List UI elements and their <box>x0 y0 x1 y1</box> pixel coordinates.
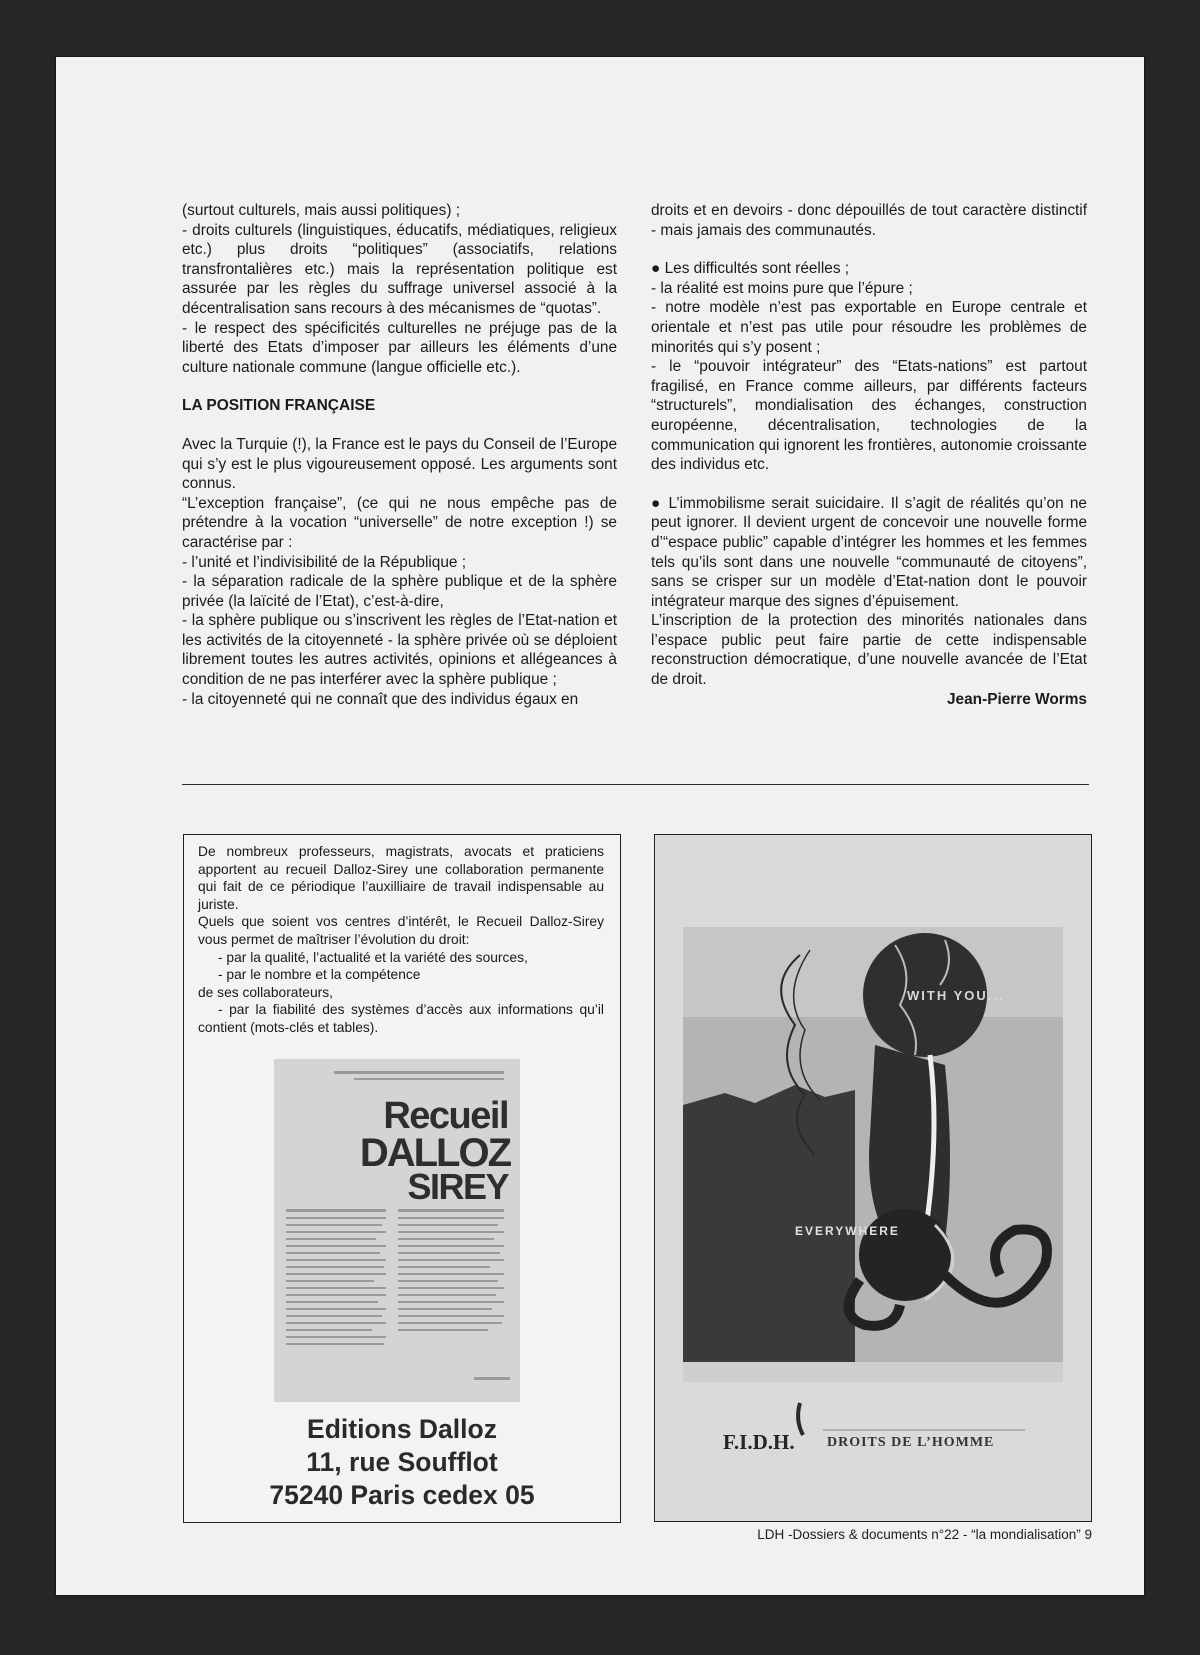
cover-title-line: DALLOZ <box>359 1131 510 1175</box>
paragraph: - la séparation radicale de la sphère publique et de la sphère privée (la laïcité de l’Etat), c’est-à-dire, <box>182 573 617 610</box>
bullet-paragraph <box>651 259 1087 279</box>
dalloz-advertisement <box>183 834 621 1523</box>
paragraph: - notre modèle n’est pas exportable en Europe centrale et orientale et n’est pas utile pour résoudre les problèmes de minorités qui s’y posent ; <box>651 299 1087 356</box>
poster-illustration <box>655 835 1091 1521</box>
fidh-logo-subtitle: DROITS DE L’HOMME <box>827 1435 995 1450</box>
paragraph: (surtout culturels, mais aussi politiques) ; <box>182 202 460 219</box>
ad-list-item: - par la fiabilité des systèmes d’accès aux informations qu’il contient (mots-clés et tables). <box>198 1002 604 1035</box>
paragraph: Avec la Turquie (!), la France est le pays du Conseil de l’Europe qui s’y est le plus vigoureusement opposé. Les arguments sont connus. <box>182 435 617 493</box>
author-signature: Jean-Pierre Worms <box>946 690 1087 708</box>
paragraph: - droits culturels (linguistiques, éducatifs, médiatiques, religieux etc.) plus droits “politiques” (associatifs, relations transfrontalières etc.) mais la représentation politique est assurée par les règles du suffrage universel associé à la décentralisation sans recours à des mécanismes de “quotas”. <box>182 221 617 317</box>
dalloz-cover-image <box>274 1059 520 1402</box>
right-column <box>651 201 1087 709</box>
paragraph: droits et en devoirs - donc dépouillés de tout caractère distinctif - mais jamais des communautés. <box>651 202 1087 239</box>
ad-paragraph: Quels que soient vos centres d’intérêt, le Recueil Dalloz-Sirey vous permet de maîtriser l’évolution du droit: <box>198 914 604 947</box>
ad-list-item: de ses collaborateurs, <box>198 984 333 1000</box>
address-line: 75240 Paris cedex 05 <box>269 1480 535 1510</box>
paragraph: - le “pouvoir intégrateur” des “Etats-nations” est partout fragilisé, en France comme ailleurs, par différents facteurs “structurels”, mondialisation des échanges, construction européenne, décentralisation, technologies de la communication qui ignorent les frontières, autonomie croissante des individus etc. <box>651 358 1087 474</box>
paragraph: - la sphère publique ou s’inscrivent les règles de l’Etat-nation et les activités de la citoyenneté - la sphère privée où se déploient librement toutes les autres activités, opinions et allégeances à condition de ne pas interférer avec la sphère publique ; <box>182 612 617 689</box>
fidh-logo: F.I.D.H. <box>723 1430 795 1454</box>
fidh-poster <box>654 834 1092 1522</box>
bullet-text: L’immobilisme serait suicidaire. Il s’agit de réalités qu’on ne peut ignorer. Il devient urgent de concevoir une nouvelle forme d’“espace public” capable d’intégrer les hommes et les femmes tels qu’ils sont dans une nouvelle “communauté de citoyens”, sans se crisper sur un modèle d’Etat-nation dont le pouvoir intégrateur marque des signes d’épuisement. <box>651 494 1087 610</box>
ad-list-item: - par le nombre et la compétence <box>218 967 421 983</box>
paragraph: - le respect des spécificités culturelles ne préjuge pas de la liberté des Etats d’imposer par ailleurs les éléments d’une culture nationale commune (langue officielle etc.). <box>182 319 617 376</box>
bullet-paragraph <box>651 494 1087 612</box>
poster-text: WITH YOU... <box>907 988 1005 1003</box>
section-heading: LA POSITION FRANÇAISE <box>182 397 376 415</box>
cover-title-line: SIREY <box>407 1166 508 1207</box>
bullet-icon: ● <box>651 494 669 512</box>
bullet-icon: ● <box>651 260 665 278</box>
ad-list-item: - par la qualité, l’actualité et la variété des sources, <box>218 949 528 965</box>
address-line: 11, rue Soufflot <box>306 1447 498 1477</box>
paragraph: - l’unité et l’indivisibilité de la République ; <box>182 553 467 571</box>
paragraph: - la réalité est moins pure que l’épure ; <box>651 279 913 297</box>
ad-paragraph: De nombreux professeurs, magistrats, avocats et praticiens apportent au recueil Dalloz-Sirey une collaboration permanente qui fait de ce périodique l’auxilliaire de travail indispensable au juriste. <box>198 844 604 912</box>
paragraph: L’inscription de la protection des minorités nationales dans l’espace public peut faire partie de cette indispensable reconstruction démocratique, d’une nouvelle avancée de l’Etat de droit. <box>651 612 1087 689</box>
left-column <box>182 201 617 709</box>
page-footer: LDH -Dossiers & documents n°22 - “la mondialisation” 9 <box>757 1527 1092 1542</box>
address-line: Editions Dalloz <box>307 1414 497 1444</box>
cover-title-line: Recueil <box>383 1095 508 1137</box>
poster-text: EVERYWHERE <box>795 1224 900 1238</box>
ad-text <box>198 843 604 1037</box>
paragraph: “L’exception française”, (ce qui ne nous empêche pas de prétendre à la vocation “universelle” de notre exception !) se caractérise par : <box>182 494 617 551</box>
publisher-address <box>184 1413 620 1512</box>
section-divider <box>182 784 1089 785</box>
paragraph: - la citoyenneté qui ne connaît que des individus égaux en <box>182 690 579 708</box>
bullet-text: Les difficultés sont réelles ; <box>664 260 850 278</box>
